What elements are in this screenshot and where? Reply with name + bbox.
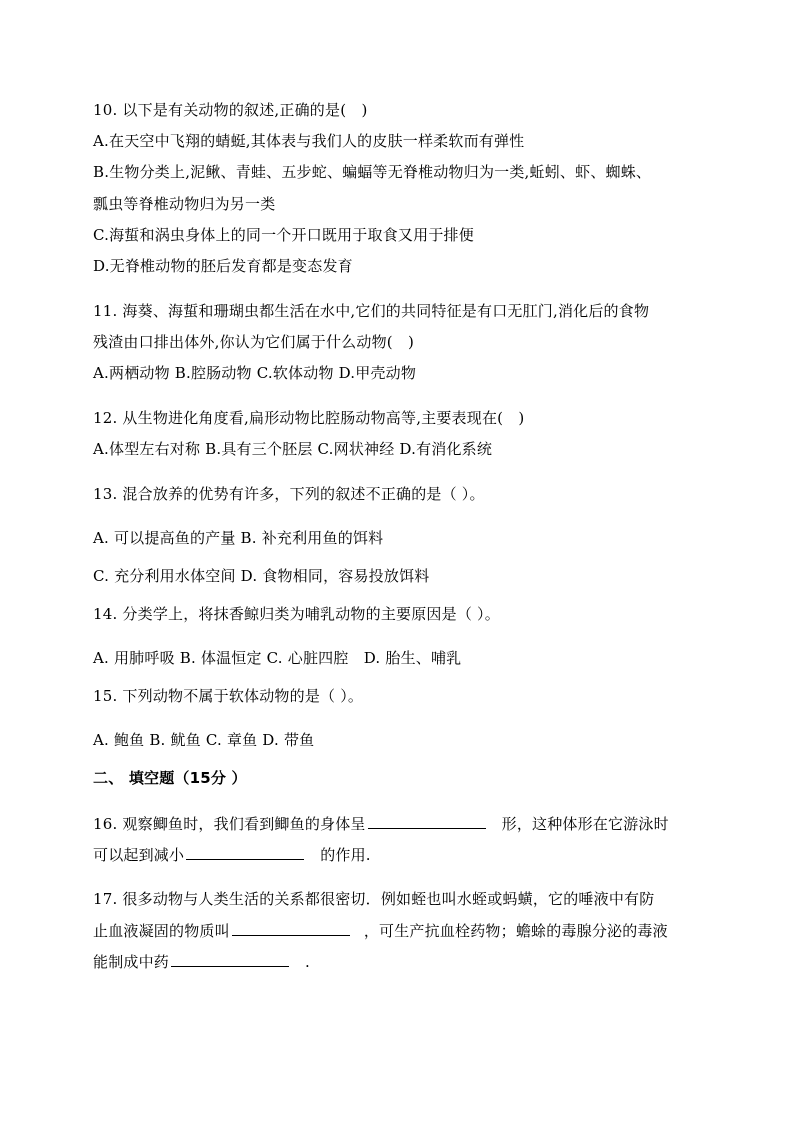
q16-text-4: 的作用. bbox=[320, 846, 371, 864]
q11-stem-line2: 残渣由口排出体外,你认为它们属于什么动物( ) bbox=[93, 333, 415, 351]
q14-options: A. 用肺呼吸 B. 体温恒定 C. 心脏四腔 D. 胎生、哺乳 bbox=[93, 649, 462, 667]
q16-blank-2[interactable] bbox=[186, 843, 304, 860]
q10-option-b-line2: 瓢虫等脊椎动物归为另一类 bbox=[93, 195, 276, 213]
q10-option-d: D.无脊椎动物的胚后发育都是变态发育 bbox=[93, 257, 353, 275]
q12-options: A.体型左右对称 B.具有三个胚层 C.网状神经 D.有消化系统 bbox=[93, 440, 493, 458]
q17-blank-1[interactable] bbox=[232, 919, 350, 936]
q13-options-line1: A. 可以提高鱼的产量 B. 补充利用鱼的饵料 bbox=[93, 529, 384, 547]
q17-text-2a: 止血液凝固的物质叫 bbox=[93, 922, 230, 940]
q15-stem: 15. 下列动物不属于软体动物的是（ ）。 bbox=[93, 687, 364, 705]
q16-line2 bbox=[93, 843, 371, 866]
q17-line3 bbox=[93, 950, 310, 973]
q17-text-3a: 能制成中药 bbox=[93, 953, 170, 971]
q17-text-3b: . bbox=[305, 953, 310, 971]
q13-stem: 13. 混合放养的优势有许多，下列的叙述不正确的是（ ）。 bbox=[93, 485, 485, 503]
q16-text-1: 16. 观察鲫鱼时，我们看到鲫鱼的身体呈 bbox=[93, 815, 366, 833]
q11-stem-line1: 11. 海葵、海蜇和珊瑚虫都生活在水中,它们的共同特征是有口无肛门,消化后的食物 bbox=[93, 302, 650, 320]
q17-text-2b: ，可生产抗血栓药物；蟾蜍的毒腺分泌的毒液 bbox=[363, 922, 668, 940]
section-2-title: 二、 填空题（15分 ） bbox=[93, 769, 247, 787]
q11-options: A.两栖动物 B.腔肠动物 C.软体动物 D.甲壳动物 bbox=[93, 364, 417, 382]
q17-line2 bbox=[93, 919, 668, 942]
q17-line1: 17. 很多动物与人类生活的关系都很密切．例如蛭也叫水蛭或蚂蟥，它的唾液中有防 bbox=[93, 890, 655, 908]
q17-blank-2[interactable] bbox=[171, 950, 289, 967]
q16-blank-1[interactable] bbox=[368, 812, 486, 829]
q12-stem: 12. 从生物进化角度看,扁形动物比腔肠动物高等,主要表现在( ) bbox=[93, 409, 525, 427]
q16-text-2: 形，这种体形在它游泳时 bbox=[501, 815, 669, 833]
q10-option-a: A.在天空中飞翔的蜻蜓,其体表与我们人的皮肤一样柔软而有弹性 bbox=[93, 132, 525, 150]
q10-option-c: C.海蜇和涡虫身体上的同一个开口既用于取食又用于排便 bbox=[93, 226, 474, 244]
q14-stem: 14. 分类学上，将抹香鲸归类为哺乳动物的主要原因是（ ）。 bbox=[93, 605, 500, 623]
q13-options-line2: C. 充分利用水体空间 D. 食物相同，容易投放饵料 bbox=[93, 567, 430, 585]
q16-line1 bbox=[93, 812, 669, 835]
q15-options: A. 鲍鱼 B. 鱿鱼 C. 章鱼 D. 带鱼 bbox=[93, 731, 315, 749]
q10-option-b-line1: B.生物分类上,泥鳅、青蛙、五步蛇、蝙蝠等无脊椎动物归为一类,蚯蚓、虾、蜘蛛、 bbox=[93, 163, 652, 181]
q10-stem: 10. 以下是有关动物的叙述,正确的是( ) bbox=[93, 101, 368, 119]
q16-text-3: 可以起到减小 bbox=[93, 846, 185, 864]
